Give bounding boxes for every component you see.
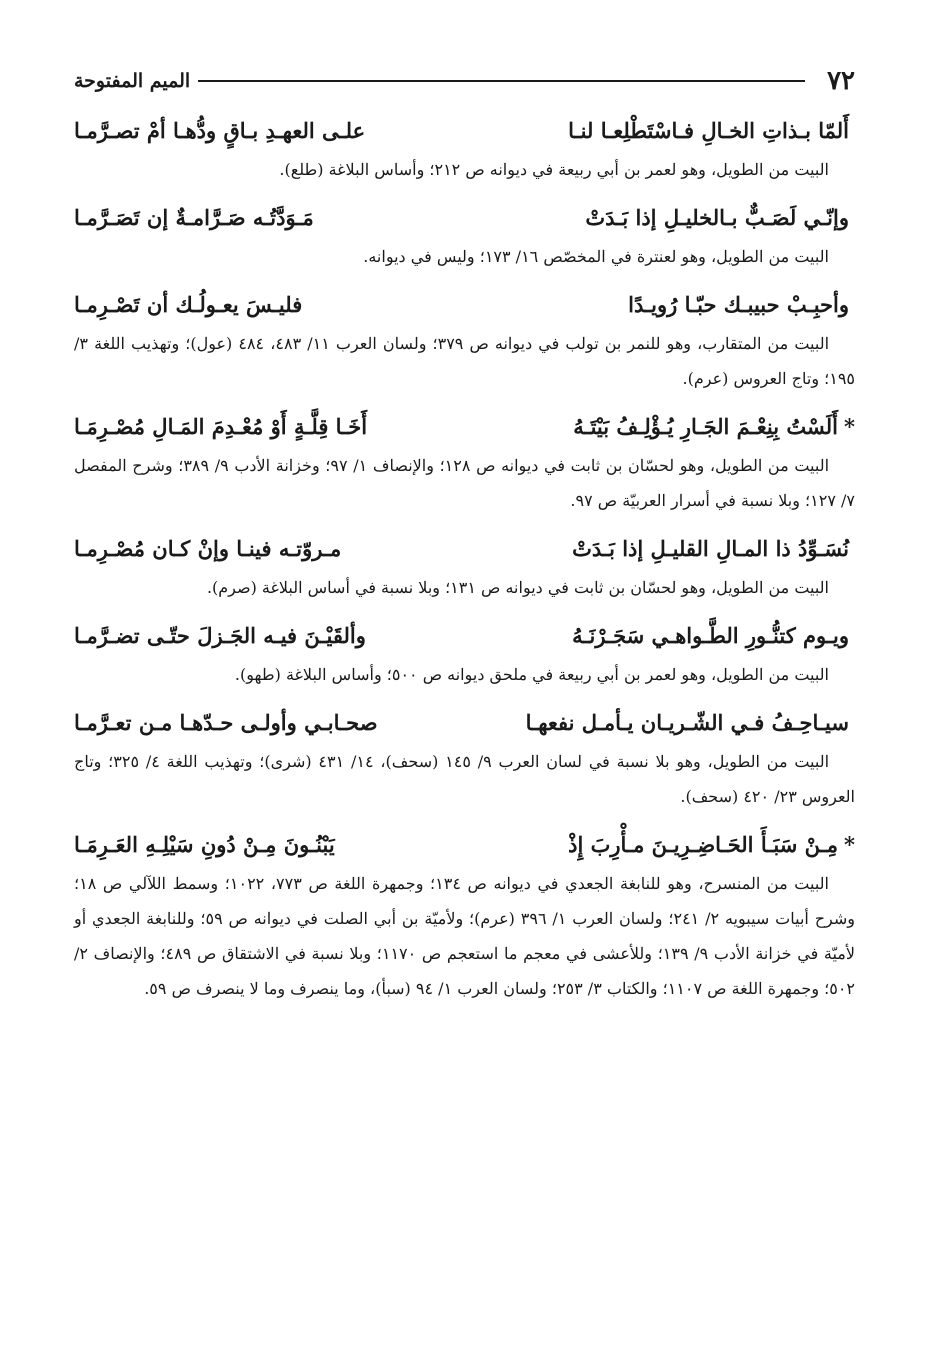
- verse-line: [74, 199, 855, 237]
- first-hemistich-text: أَلَسْتُ بِنِعْـمَ الجَـارِ يُـؤْلِـفُ بَيْتَـهُ: [573, 414, 839, 439]
- first-hemistich: [573, 408, 855, 446]
- first-hemistich-text: مِـنْ سَبَـأَ الحَـاضِـرِيـنَ مـأْرِبَ إِذْ: [568, 832, 839, 857]
- second-hemistich: مَـوَدَّتُـه صَـرَّامـةٌ إن تَصَـرَّمـا: [74, 205, 314, 230]
- first-hemistich-text: أَلمّا بـذاتِ الخـالِ فـاسْتَطْلِعـا لنـا: [568, 118, 849, 143]
- running-header: [74, 60, 855, 102]
- first-hemistich: [526, 704, 855, 742]
- source-note: البيت من الطويل، وهو لحسّان بن ثابت في ديوانه ص ١٣١؛ وبلا نسبة في أساس البلاغة (صرم).: [206, 578, 829, 597]
- verse-line: [74, 826, 855, 864]
- poetry-entry: [74, 286, 855, 396]
- second-hemistich: صحـابـي وأولـى حـدّهـا مـن تعـرَّمـا: [74, 710, 378, 735]
- second-hemistich: أَخَـا قِلَّـةٍ أَوْ مُعْـدِمَ المَـالِ مُصْـرِمَـا: [74, 414, 368, 439]
- source-note: البيت من الطويل، وهو لعمر بن أبي ربيعة في ملحق ديوانه ص ٥٠٠؛ وأساس البلاغة (طهو).: [234, 665, 829, 684]
- asterisk-marker: *: [844, 832, 855, 857]
- verse-line: [74, 112, 855, 150]
- page-number: ٧٢: [827, 66, 855, 96]
- source-note: البيت من المنسرح، وهو للنابغة الجعدي في ديوانه ص ١٣٤؛ وجمهرة اللغة ص ٧٧٣، ١٠٢٢؛ وسمط اللآلي ص ١٨؛ وشرح أبيات سيبويه ٢/ ٢٤١؛ ولسان العرب ١/ ٣٩٦ (عرم)؛ ولأميّة بن أبي الصلت في ديوانه ص ٥٩؛ وللنابغة الجعدي أو لأميّة في خزانة الأدب ٩/ ١٣٩؛ وللأعشى في معجم ما استعجم ص ١١٧٠؛ وبلا نسبة في الاشتقاق ص ٤٨٩؛ والإنصاف ٢/ ٥٠٢؛ وجمهرة اللغة ص ١١٠٧؛ والكتاب ٣/ ٢٥٣؛ ولسان العرب ١/ ٩٤ (سبأ)، وما ينصرف وما لا ينصرف ص ٥٩.: [74, 874, 855, 998]
- poetry-entry: [74, 704, 855, 814]
- second-hemistich: علـى العهـدِ بـاقٍ ودُّهـا أمْ تصـرَّمـا: [74, 118, 366, 143]
- first-hemistich-text: نُسَـوِّدُ ذا المـالِ القليـلِ إذا بَـدَتْ: [572, 536, 849, 561]
- second-hemistich: وألقَيْـنَ فيـه الجَـزلَ حتّـى تضـرَّمـا: [74, 623, 366, 648]
- chapter-title: الميم المفتوحة: [74, 70, 191, 92]
- poetry-entry: [74, 408, 855, 518]
- second-hemistich: يَبْنُـونَ مِـنْ دُونِ سَيْلِـهِ العَـرِمَـا: [74, 832, 335, 857]
- first-hemistich: [628, 286, 855, 324]
- header-rule: [198, 80, 805, 82]
- first-hemistich: [572, 530, 855, 568]
- source-note: البيت من الطويل، وهو بلا نسبة في لسان العرب ٩/ ١٤٥ (سحف)، ١٤/ ٤٣١ (شرى)؛ وتهذيب اللغة ٤/ ٣٢٥؛ وتاج العروس ٢٣/ ٤٢٠ (سحف).: [74, 752, 855, 806]
- source-note: البيت من الطويل، وهو لعمر بن أبي ربيعة في ديوانه ص ٢١٢؛ وأساس البلاغة (طلع).: [279, 160, 829, 179]
- second-hemistich: فليـسَ يعـولُـك أن تَصْـرِمـا: [74, 292, 303, 317]
- poetry-entry: [74, 826, 855, 1006]
- first-hemistich: [585, 199, 855, 237]
- first-hemistich: [572, 617, 855, 655]
- first-hemistich-text: وإنّـي لَصَـبٌّ بـالخليـلِ إذا بَـدَتْ: [585, 205, 849, 230]
- second-hemistich: مـروّتـه فينـا وإنْ كـان مُصْـرِمـا: [74, 536, 342, 561]
- source-note: البيت من المتقارب، وهو للنمر بن تولب في ديوانه ص ٣٧٩؛ ولسان العرب ١١/ ٤٨٣، ٤٨٤ (عول)؛ وتهذيب اللغة ٣/ ١٩٥؛ وتاج العروس (عرم).: [74, 334, 855, 388]
- poetry-entry: [74, 199, 855, 274]
- verse-line: [74, 530, 855, 568]
- verse-line: [74, 617, 855, 655]
- first-hemistich-text: سيـاحِـفُ فـي الشّـريـان يـأمـل نفعهـا: [525, 710, 849, 735]
- first-hemistich: [568, 826, 855, 864]
- poetry-entry: [74, 617, 855, 692]
- poetry-entry: [74, 530, 855, 605]
- first-hemistich-text: ويـوم كتنُّـورِ الطَّـواهـي سَجَـرْنَـهُ: [572, 623, 849, 648]
- verse-line: [74, 408, 855, 446]
- source-note: البيت من الطويل، وهو لحسّان بن ثابت في ديوانه ص ١٢٨؛ والإنصاف ١/ ٩٧؛ وخزانة الأدب ٩/ ٣٨٩؛ وشرح المفصل ٧/ ١٢٧؛ وبلا نسبة في أسرار العربيّة ص ٩٧.: [74, 456, 855, 510]
- asterisk-marker: *: [844, 414, 855, 439]
- verse-line: [74, 704, 855, 742]
- verse-line: [74, 286, 855, 324]
- source-note: البيت من الطويل، وهو لعنترة في المخصّص ١٦/ ١٧٣؛ وليس في ديوانه.: [363, 247, 829, 266]
- poetry-entry: [74, 112, 855, 187]
- first-hemistich-text: وأحبِـبْ حبيبـك حبّـا رُويـدًا: [628, 292, 849, 317]
- first-hemistich: [568, 112, 855, 150]
